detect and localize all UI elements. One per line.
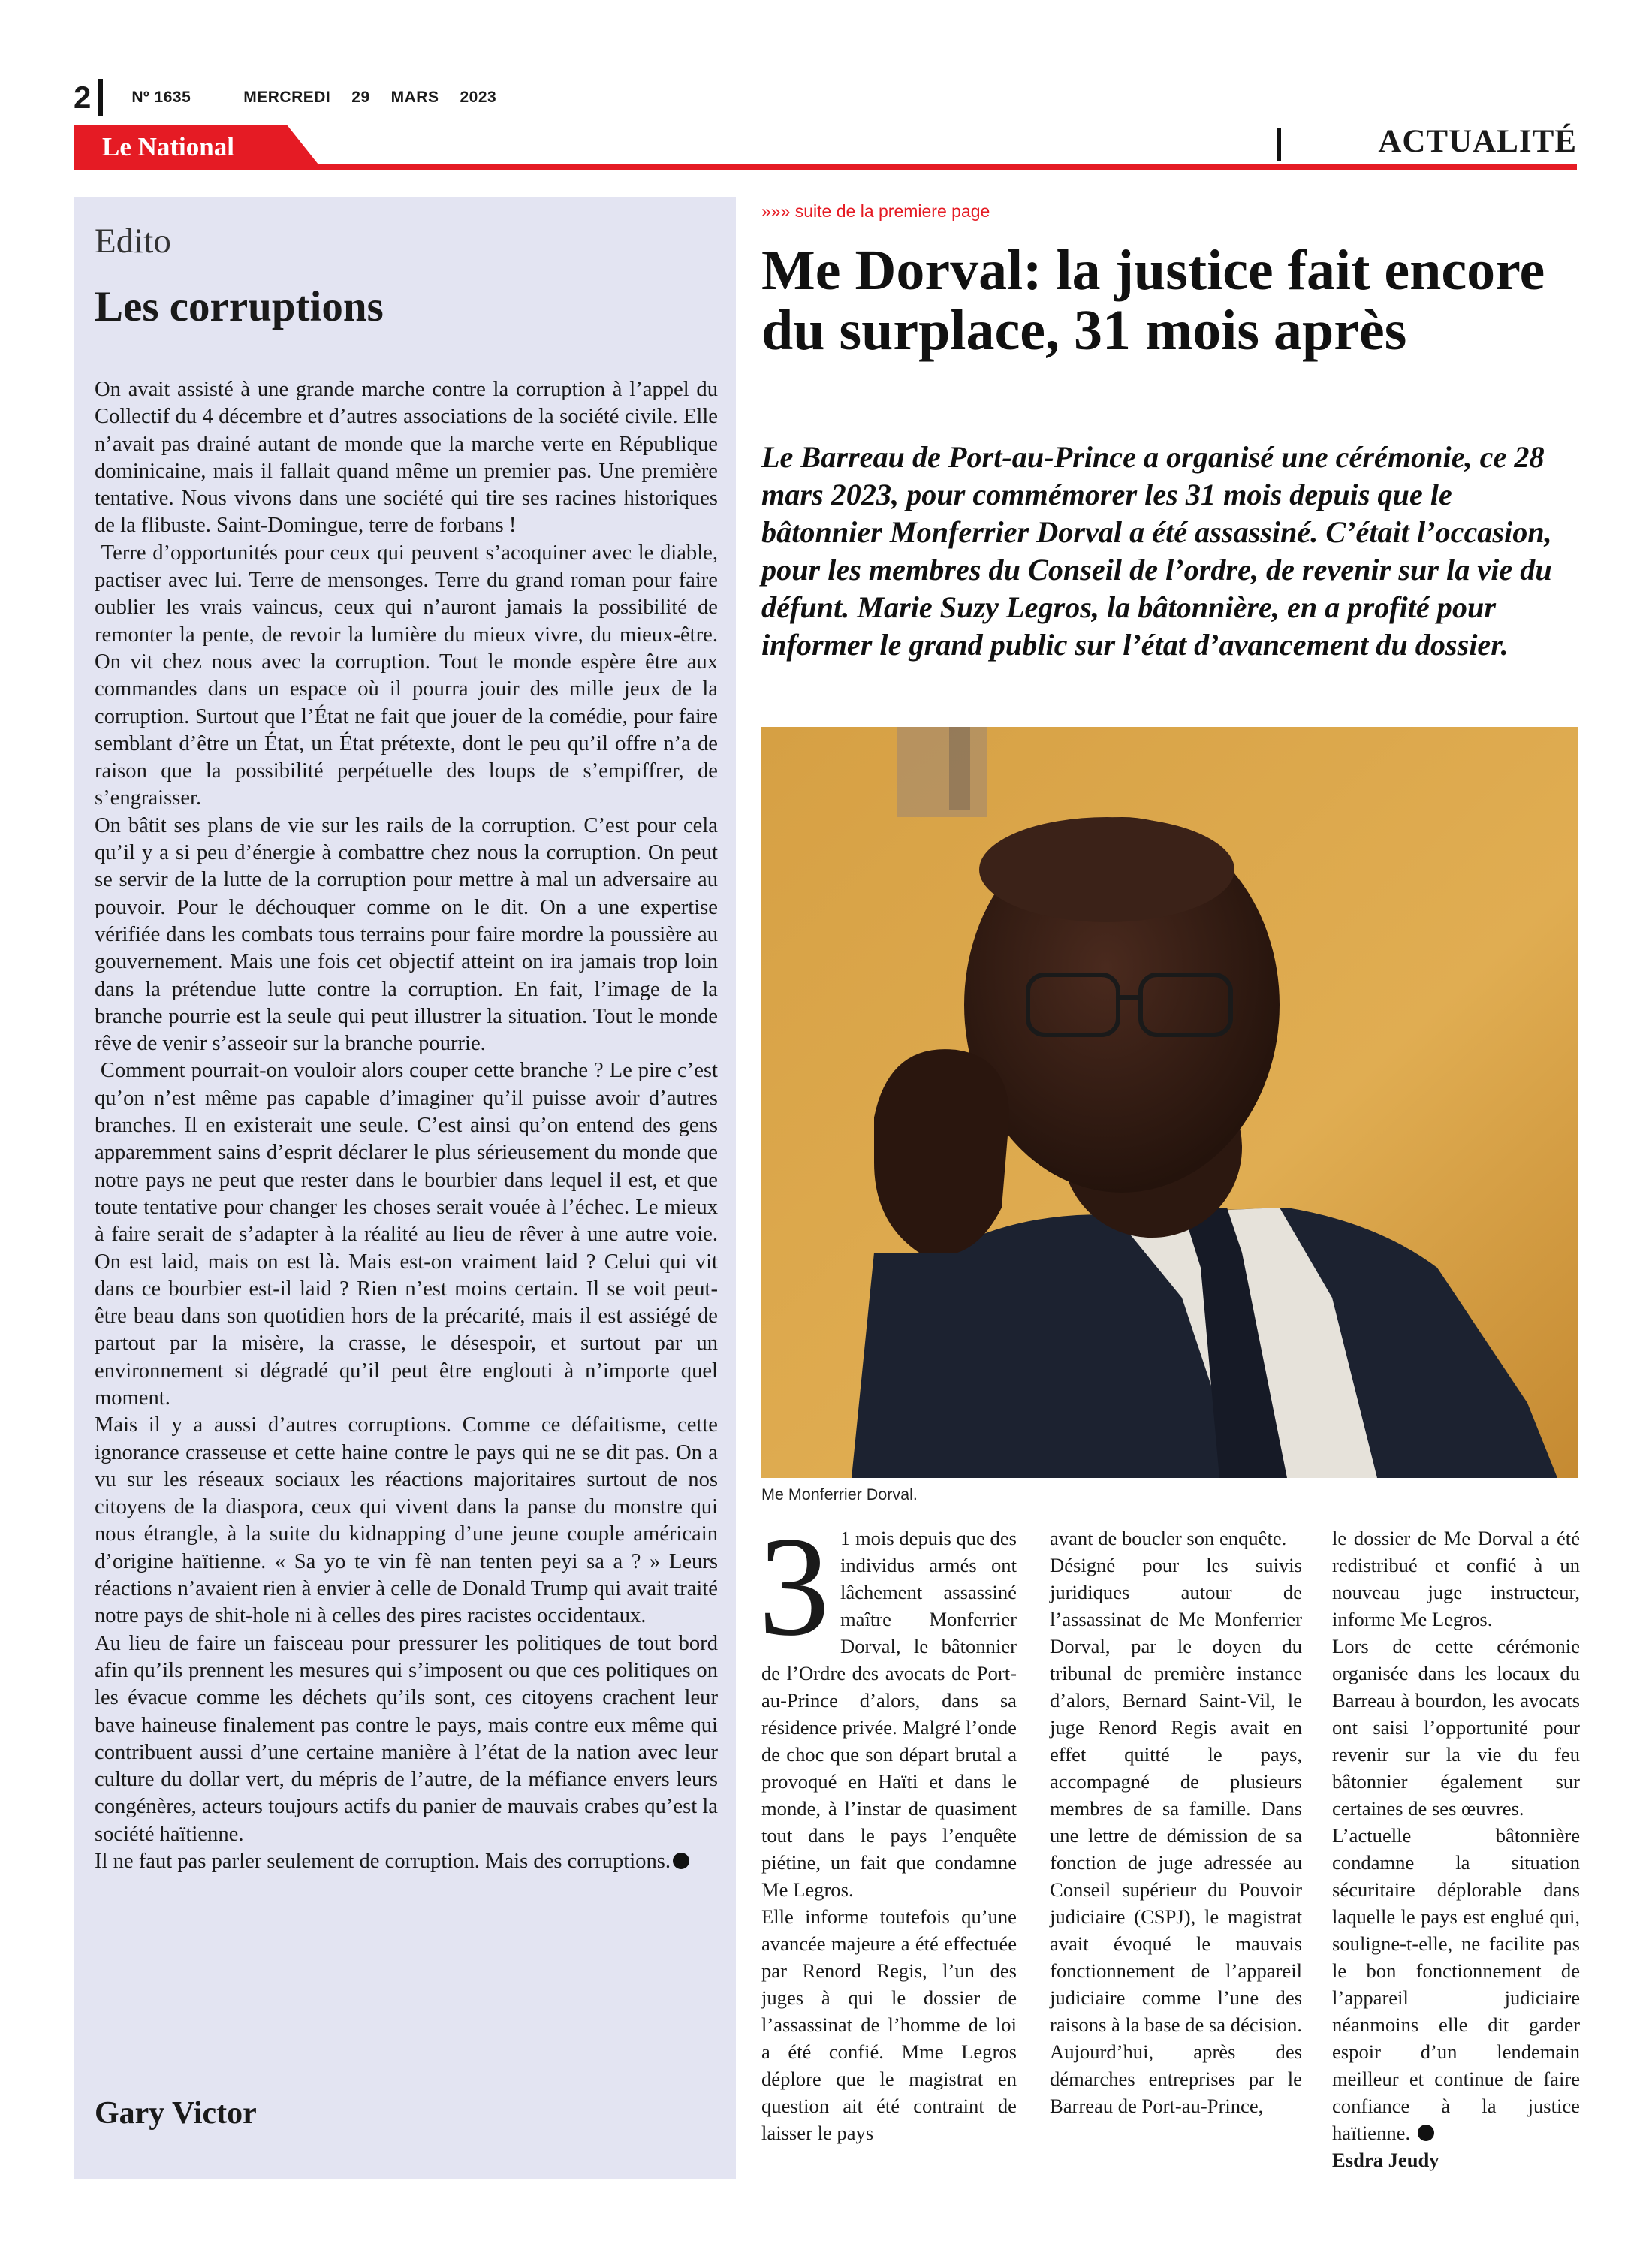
edito-paragraph: Mais il y a aussi d’autres corruptions. Comme ce défaitisme, cette ignorance crasseuse et cette haine contre le pays qui ne se dit pas. On a vu sur les réseaux sociaux les réactions majoritaires surtout de nos citoyens de la diaspora, ceux qui vivent dans la panse du monstre qui nous étrangle, à la suite du kidnapping d’une jeune couple américain d’origine haïtienne. « Sa yo te vin fè nan tenten peyi sa a ? » Leurs réactions n’avaient rien à envier à celle de Donald Trump qui avait traité notre pays de shit-hole ni à celles des pires racistes occidentaux. — [95, 1413, 718, 1628]
edito-paragraph — [95, 540, 718, 813]
page-header — [74, 81, 496, 114]
article-column-2 — [1050, 1525, 1302, 2173]
section-label: ACTUALITÉ — [1378, 124, 1577, 159]
article-paragraph: Désigné pour les suivis juridiques autour de l’assassinat de Me Monferrier Dorval, par le doyen du tribunal de première instance d’alors, Bernard Saint-Vil, le juge Renord Regis avait en effet quitté le pays, accompagné de plusieurs membres de sa famille. Dans une lettre de démission de sa fonction de juge adressée au Conseil supérieur du Pouvoir judiciaire (CSPJ), le magistrat avait évoqué le mauvais fonctionnement de l’appareil judiciaire comme l’une des raisons à la base de sa décision. Aujourd’hui, après des démarches entreprises par le Barreau de Port-au-Prince, — [1050, 1554, 1303, 2117]
edito-paragraph: On bâtit ses plans de vie sur les rails de la corruption. C’est pour cela qu’il y a si peu d’énergie à combattre chez nous la corruption. On peut se servir de la lutte de la corruption pour mettre à mal un adversaire au pouvoir. Pour le déchouquer comme on le dit. On a une expertise vérifiée dans les combats tous terrains pour faire mordre la poussière au gouvernement. Mais une fois cet objectif atteint on ira jamais trop loin dans la prétendue lutte contre la corruption. En fait, l’image de la branche pourrie est la seule qui peut illustrer la situation. Tout le monde rêve de venir s’asseoir sur la branche pourrie. — [95, 813, 718, 1056]
edito-title: Les corruptions — [95, 283, 384, 330]
edito-kicker: Edito — [95, 222, 171, 261]
article-column-3 — [1332, 1525, 1580, 2173]
edito-author: Gary Victor — [95, 2096, 257, 2131]
article-columns — [758, 1508, 1580, 2173]
article-byline: Esdra Jeudy — [1332, 2149, 1439, 2171]
issue-weekday: MERCREDI — [243, 89, 331, 106]
section-divider — [1277, 128, 1281, 161]
article-lede: Le Barreau de Port-au-Prince a organisé une cérémonie, ce 28 mars 2023, pour commémorer les 31 mois depuis que le bâtonnier Monferrier Dorval a été assassiné. C’était l’occasion, pour les membres du Conseil de l’ordre, de revenir sur la vie du défunt. Marie Suzy Legros, la bâtonnière, en a profité pour informer le grand public sur l’état d’avancement du dossier. — [761, 440, 1552, 662]
edito-paragraph-text: Terre d’opportunités pour ceux qui peuvent s’acoquiner avec le diable, pactiser avec lui. Terre de mensonges. Terre du grand roman pour faire oublier les vrais vaincus, ceux qui n’auront jamais la possibilité de remonter la pente, de revoir la lumière du mieux vivre, du mieux-être. On vit chez nous avec la corruption. Tout le monde espère être aux commandes dans un espace où il pourra jouir des mille jeux de la corruption. Surtout que l’État ne fait que jouer de la comédie, pour faire semblant d’être un État, un État prétexte, dont le peu qu’il offre n’a de raison que la possibilité perpétuelle des loups de s’empiffrer, de s’engraisser. — [95, 541, 718, 810]
edito-paragraph — [95, 1057, 718, 1412]
issue-year: 2023 — [460, 89, 497, 106]
article-column-1 — [758, 1508, 1017, 2173]
article-paragraph-text: 1 mois depuis que des individus armés ont lâchement assassiné maître Monferrier Dorval, le bâtonnier de l’Ordre des avocats de Port-au-Prince d’alors, dans sa résidence privée. Malgré l’onde de choc que son départ brutal a provoqué en Haïti et dans le monde, à l’instar de quasiment tout dans le pays l’enquête piétine, un fait que condamne Me Legros. — [761, 1527, 1017, 1901]
edito-paragraph — [95, 1848, 718, 1875]
edito-paragraph: On avait assisté à une grande marche contre la corruption à l’appel du Collectif du 4 décembre et d’autres associations de la société civile. Elle n’avait pas drainé autant de monde que la marche verte en République dominicaine, mais il fallait quand même un premier pas. Une première tentative. Nous vivons dans une société qui tire ses racines historiques de la flibuste. Saint-Domingue, terre de forbans ! — [95, 378, 718, 538]
end-mark-icon — [673, 1853, 689, 1869]
edito-body — [95, 376, 718, 1875]
newspaper-logo: Le National — [102, 132, 234, 161]
article-paragraph-text: L’actuelle bâtonnière condamne la situation sécuritaire déplorable dans laquelle le pays est englué qui, souligne-t-elle, ne facilite pas le bon fonctionnement de l’appareil judiciaire néanmoins elle dit garder espoir d’un lendemain meilleur et continue de faire confiance à la justice haïtienne. — [1332, 1824, 1580, 2144]
header-rule — [74, 164, 1577, 170]
issue-day: 29 — [351, 89, 370, 106]
article-paragraph — [1332, 1822, 1580, 2146]
portrait-illustration — [761, 727, 1578, 1478]
article-paragraph — [758, 1508, 1017, 1903]
article-paragraph: Lors de cette cérémonie organisée dans les locaux du Barreau à bourdon, les avocats ont saisi l’opportunité pour revenir sur la vie du feu bâtonnier également sur certaines de ses œuvres. — [1332, 1635, 1580, 1820]
page-number: 2 — [74, 80, 92, 115]
portrait-photo — [761, 727, 1578, 1478]
article-paragraph: le dossier de Me Dorval a été redistribué et confié à un nouveau juge instructeur, informe Me Legros. — [1332, 1527, 1580, 1630]
continuation-kicker: »»» suite de la premiere page — [761, 201, 990, 221]
article-paragraph: avant de boucler son enquête. — [1050, 1527, 1287, 1549]
article-headline: Me Dorval: la justice fait encore du surplace, 31 mois après — [761, 239, 1545, 362]
article-paragraph: Elle informe toutefois qu’une avancée majeure a été effectuée par Renord Regis, l’un des juges à qui le dossier de l’assassinat de l’homme de loi a été confié. Mme Legros déplore que le magistrat en question ait été contraint de laisser le pays — [761, 1905, 1017, 2144]
edito-paragraph-text: Il ne faut pas parler seulement de corruption. Mais des corruptions. — [95, 1850, 671, 1874]
edito-paragraph: Au lieu de faire un faisceau pour pressurer les politiques de tout bord afin qu’ils prennent les mesures qui s’imposent ou que ces politiques on les évacue comme les déchets qu’ils sont, ces citoyens crachent leur bave haineuse finalement pas contre le pays, mais contre eux même qui contribuent aussi d’une certaine manière à l’état de la nation avec leur culture du dollar vert, du mépris de l’autre, de la méfiance envers leurs congénères, acteurs toujours actifs du panier de mauvais crabes qu’est la société haïtienne. — [95, 1631, 718, 1846]
page-number-divider — [98, 79, 103, 116]
issue-month: MARS — [390, 89, 439, 106]
edito-box — [74, 197, 736, 2179]
end-mark-icon — [1418, 2125, 1434, 2141]
issue-number: Nº 1635 — [131, 89, 191, 106]
photo-caption: Me Monferrier Dorval. — [761, 1485, 918, 1504]
edito-paragraph-text: Comment pourrait-on vouloir alors couper cette branche ? Le pire c’est qu’on n’est même pas capable d’imaginer qu’il puisse avoir d’autres branches. Il en existerait une seule. C’est ainsi qu’on entend des gens apparemment sains d’esprit déclarer le plus sérieusement du monde que notre pays ne peut que rester dans le bourbier dans lequel il est, et que toute tentative pour changer les choses serait vouée à l’échec. Le mieux à faire serait de s’adapter à la réalité au lieu de rêver à une autre voie. On est laid, mais on est là. Mais est-on vraiment laid ? Celui qui vit dans ce bourbier est-il laid ? Rien n’est moins certain. Il se voit peut-être beau dans son quotidien hors de la précarité, mais il est assiégé de partout par la misère, la crasse, le désespoir, et surtout par un environnement si dégradé qu’il peut être englouti à n’importe quel moment. — [95, 1059, 718, 1410]
drop-cap: 3 — [758, 1508, 830, 1666]
